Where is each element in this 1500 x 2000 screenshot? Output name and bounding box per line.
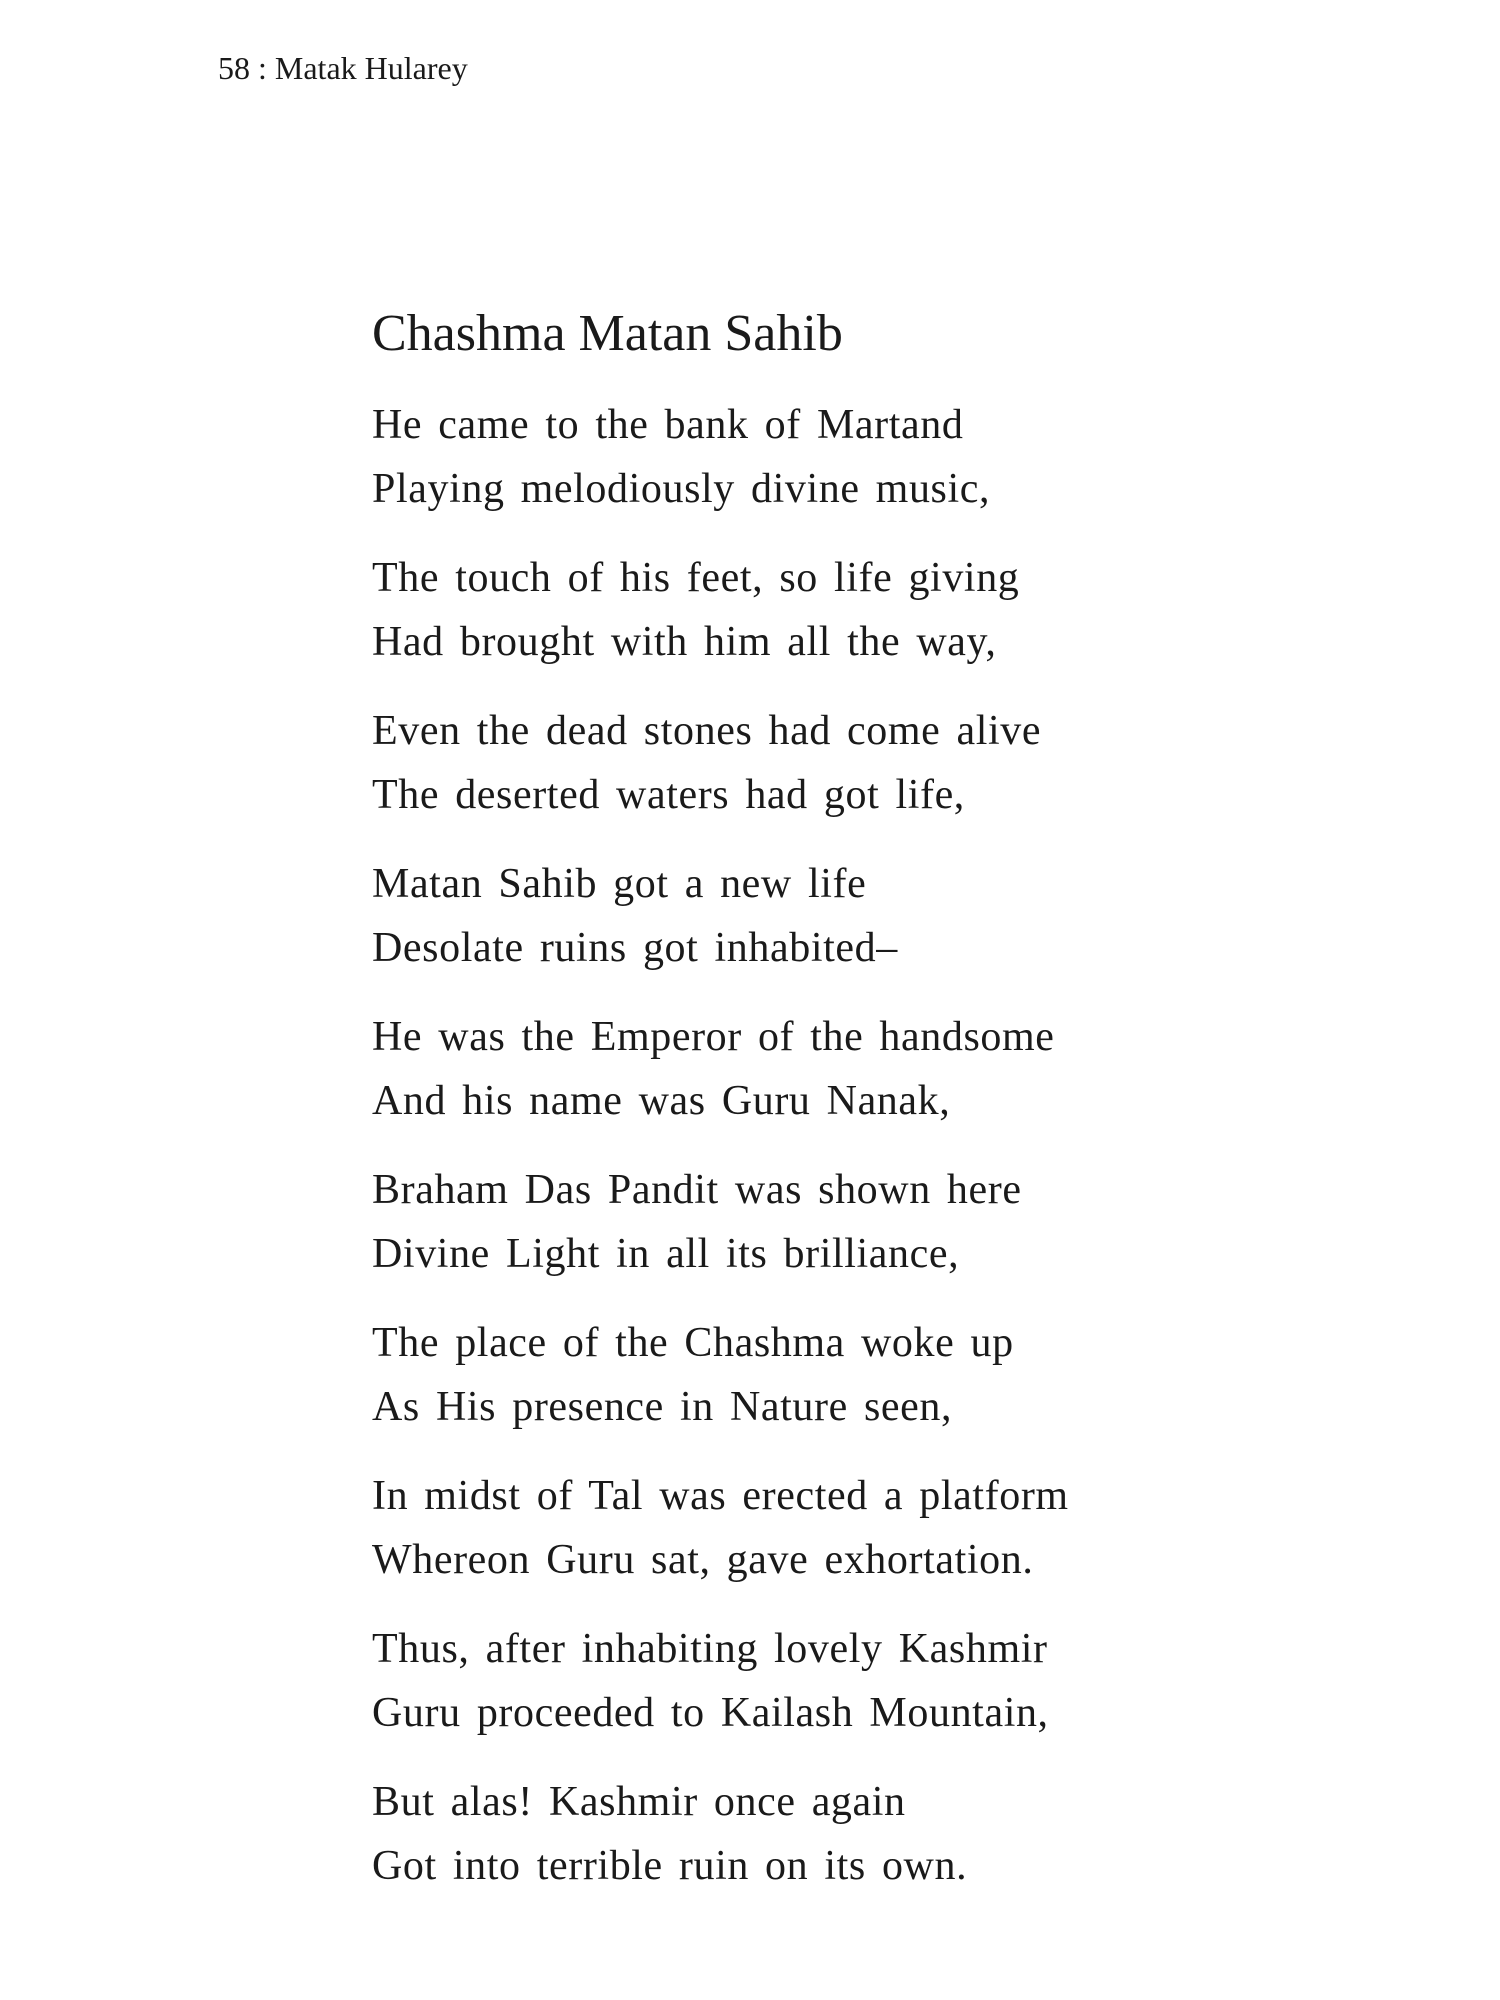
stanza-7 bbox=[372, 1311, 1412, 1439]
stanza-9 bbox=[372, 1617, 1412, 1745]
verse-line: Thus, after inhabiting lovely Kashmir bbox=[372, 1626, 1048, 1672]
stanza-8 bbox=[372, 1464, 1412, 1592]
verse-line: But alas! Kashmir once again bbox=[372, 1779, 906, 1825]
verse-line: The place of the Chashma woke up bbox=[372, 1320, 1014, 1366]
verse-line: Got into terrible ruin on its own. bbox=[372, 1843, 968, 1889]
stanza-3 bbox=[372, 699, 1412, 827]
verse-line: Guru proceeded to Kailash Mountain, bbox=[372, 1690, 1049, 1736]
stanza-5 bbox=[372, 1005, 1412, 1133]
verse-line: Braham Das Pandit was shown here bbox=[372, 1167, 1022, 1213]
verse-line: Playing melodiously divine music, bbox=[372, 466, 991, 512]
verse-line: Even the dead stones had come alive bbox=[372, 708, 1042, 754]
verse-line: He came to the bank of Martand bbox=[372, 402, 964, 448]
verse-line: Divine Light in all its brilliance, bbox=[372, 1231, 960, 1277]
stanza-10 bbox=[372, 1770, 1412, 1898]
verse-line: Matan Sahib got a new life bbox=[372, 861, 867, 907]
poem bbox=[372, 300, 1412, 1923]
verse-line: Desolate ruins got inhabited– bbox=[372, 925, 898, 971]
verse-line: Whereon Guru sat, gave exhortation. bbox=[372, 1537, 1034, 1583]
running-head: 58 : Matak Hularey bbox=[218, 50, 468, 86]
stanza-6 bbox=[372, 1158, 1412, 1286]
verse-line: As His presence in Nature seen, bbox=[372, 1384, 953, 1430]
verse-line: Had brought with him all the way, bbox=[372, 619, 997, 665]
poem-title: Chashma Matan Sahib bbox=[372, 305, 843, 362]
verse-line: And his name was Guru Nanak, bbox=[372, 1078, 951, 1124]
verse-line: The touch of his feet, so life giving bbox=[372, 555, 1020, 601]
stanza-1 bbox=[372, 393, 1412, 521]
verse-line: In midst of Tal was erected a platform bbox=[372, 1473, 1069, 1519]
stanza-4 bbox=[372, 852, 1412, 980]
verse-line: The deserted waters had got life, bbox=[372, 772, 965, 818]
stanza-2 bbox=[372, 546, 1412, 674]
verse-line: He was the Emperor of the handsome bbox=[372, 1014, 1055, 1060]
